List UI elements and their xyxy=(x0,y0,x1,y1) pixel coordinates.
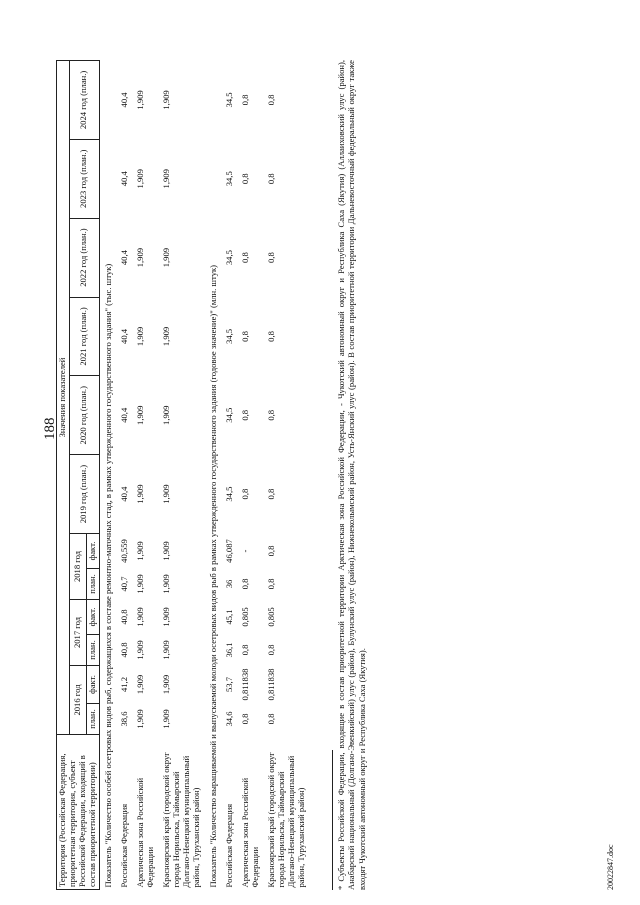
value-cell: 1,909 xyxy=(161,247,171,268)
table-row xyxy=(222,61,238,890)
value-cell: 45,1 xyxy=(224,609,235,625)
value-cell: 1,909 xyxy=(135,607,146,627)
sub-header: факт. xyxy=(86,666,99,704)
page-number: 188 xyxy=(42,417,58,440)
value-cell: - xyxy=(240,549,251,553)
value-cell: 0,8 xyxy=(266,488,276,500)
value-cell: 34,5 xyxy=(224,486,235,502)
value-cell: 1,909 xyxy=(161,90,171,110)
sub-header: план. xyxy=(86,569,99,600)
value-cell: 1,909 xyxy=(161,326,171,347)
rotated-content xyxy=(56,60,486,890)
value-cell: 0,8 xyxy=(240,713,251,725)
value-cell: 0,8 xyxy=(266,713,276,725)
value-cell: 34,5 xyxy=(224,328,235,344)
value-cell: 1,909 xyxy=(161,484,171,504)
value-cell: 34,6 xyxy=(224,711,235,727)
plan-year-header: 2023 год (план.) xyxy=(69,139,99,218)
value-cell: 40,8 xyxy=(119,642,130,658)
territory-header: Территория (Российская Федерация, приоритетная территория, субъект Российской Федерации, входящий в состав приоритетной территории) xyxy=(57,735,100,890)
table-body xyxy=(99,61,310,890)
value-cell: 1,909 xyxy=(161,674,171,695)
value-cell: 0,8 xyxy=(266,409,276,421)
value-cell: 0,8 xyxy=(266,252,276,263)
sub-header: факт. xyxy=(86,600,99,635)
value-cell: 34,5 xyxy=(224,92,235,108)
value-cell: 0,8 xyxy=(240,644,251,656)
indicator-title: Показатель "Количество особей осетровых видов рыб, содержащихся в составе ремонтно-маточных стад, в рамках утвержденного государственного задания" (тыс. штук) xyxy=(102,263,113,888)
value-cell: 34,5 xyxy=(224,250,235,266)
year-header: 2018 год xyxy=(69,534,86,600)
value-cell: 1,909 xyxy=(135,326,146,347)
value-cell: 1,909 xyxy=(161,709,171,729)
year-header: 2017 год xyxy=(69,600,86,666)
territory-cell: Красноярский край (городской округ города Норильска, Таймырский Долгано-Ненецкий муниципальный район, Туруханский район) xyxy=(266,752,306,888)
value-cell: 0,811838 xyxy=(240,668,251,701)
value-cell: 1,909 xyxy=(135,574,146,594)
value-cell: 1,909 xyxy=(135,169,146,189)
value-cell: 0,8 xyxy=(240,409,251,421)
value-cell: 41,2 xyxy=(119,676,130,693)
value-cell: 1,909 xyxy=(135,674,146,695)
indicators-table xyxy=(56,60,310,890)
territory-cell: Красноярский край (городской округ города Норильска, Таймырский Долгано-Ненецкий муниципальный район, Туруханский район) xyxy=(161,752,201,888)
value-cell: 0,8 xyxy=(240,331,251,342)
value-cell: 0,8 xyxy=(240,252,251,263)
territory-cell: Российская Федерация xyxy=(224,803,235,888)
sub-header: план. xyxy=(86,635,99,666)
value-cell: 40,7 xyxy=(119,576,130,592)
value-cell: 1,909 xyxy=(135,640,146,660)
value-cell: 0,8 xyxy=(240,488,251,500)
plan-year-header: 2022 год (план.) xyxy=(69,218,99,297)
value-cell: 0,8 xyxy=(266,94,276,106)
value-cell: 40,559 xyxy=(119,539,130,563)
value-cell: 1,909 xyxy=(161,405,171,425)
value-cell: 40,4 xyxy=(119,407,130,423)
document-id: 20022847.doc xyxy=(606,844,615,890)
value-cell: 36 xyxy=(224,579,235,589)
value-cell: 1,909 xyxy=(135,484,146,504)
value-cell: 0,8 xyxy=(266,331,276,342)
table-row xyxy=(238,61,264,890)
value-cell: 40,4 xyxy=(119,171,130,187)
value-cell: 38,6 xyxy=(119,711,130,727)
value-cell: 1,909 xyxy=(161,169,171,189)
value-cell: 46,087 xyxy=(224,539,235,563)
territory-cell: Российская Федерация xyxy=(119,803,130,888)
table-row xyxy=(133,61,159,890)
value-cell: 1,909 xyxy=(161,541,171,561)
value-cell: 0,805 xyxy=(266,607,276,627)
year-header: 2016 год xyxy=(69,666,86,735)
territory-cell: Арктическая зона Российской Федерации xyxy=(135,777,156,888)
value-cell: 0,805 xyxy=(240,607,251,627)
value-cell: 1,909 xyxy=(135,541,146,561)
value-cell: 0,8 xyxy=(266,578,276,590)
footnote-divider xyxy=(332,750,333,890)
value-cell: 40,4 xyxy=(119,250,130,266)
value-cell: 40,4 xyxy=(119,486,130,502)
sub-header: факт. xyxy=(86,534,99,569)
value-cell: 0,811838 xyxy=(266,668,276,701)
value-cell: 1,909 xyxy=(161,607,171,627)
footnote: * Субъекты Российской Федерации, входящие в состав приоритетной территории Арктическая зона Российской Федерации, - Чукотский автономный округ и Республика Саха (Якутия) (Аллаиховский улус (район), Анабарский национальный (Долгано-Эвенкийский) улус (район), Булунский улус (район), Нижнеколымский район, Усть-Янский улус (район). В состав приоритетной территории Дальневосточный федеральный округ также входят Чукотский автономный округ и Республика Саха (Якутия). xyxy=(335,60,367,890)
value-cell: 34,5 xyxy=(224,171,235,187)
value-cell: 1,909 xyxy=(135,247,146,268)
value-cell: 0,8 xyxy=(266,173,276,185)
values-header: Значения показателей xyxy=(57,61,70,735)
plan-year-header: 2019 год (план.) xyxy=(69,455,99,534)
indicator-row xyxy=(99,61,117,890)
value-cell: 0,8 xyxy=(240,94,251,106)
table-row xyxy=(264,61,310,890)
value-cell: 40,4 xyxy=(119,328,130,344)
value-cell: 0,8 xyxy=(266,644,276,656)
indicator-title: Показатель "Количество выращиваемой и выпускаемой молоди осетровых видов рыб в рамках утвержденного государственного задания (годовое значение)" (млн. штук) xyxy=(207,264,218,888)
table-row xyxy=(159,61,205,890)
value-cell: 1,909 xyxy=(135,90,146,110)
plan-year-header: 2021 год (план.) xyxy=(69,297,99,376)
value-cell: 34,5 xyxy=(224,407,235,423)
value-cell: 1,909 xyxy=(161,574,171,594)
value-cell: 1,909 xyxy=(135,405,146,425)
plan-year-header: 2024 год (план.) xyxy=(69,61,99,140)
indicator-row xyxy=(205,61,223,890)
value-cell: 36,1 xyxy=(224,642,235,658)
value-cell: 53,7 xyxy=(224,676,235,693)
table-row xyxy=(117,61,133,890)
territory-cell: Арктическая зона Российской Федерации xyxy=(240,777,261,888)
value-cell: 40,4 xyxy=(119,92,130,108)
value-cell: 1,909 xyxy=(135,709,146,729)
value-cell: 0,8 xyxy=(240,578,251,590)
plan-year-header: 2020 год (план.) xyxy=(69,376,99,455)
value-cell: 1,909 xyxy=(161,640,171,660)
value-cell: 40,8 xyxy=(119,609,130,625)
value-cell: 0,8 xyxy=(266,545,276,557)
value-cell: 0,8 xyxy=(240,173,251,185)
sub-header: план. xyxy=(86,704,99,735)
